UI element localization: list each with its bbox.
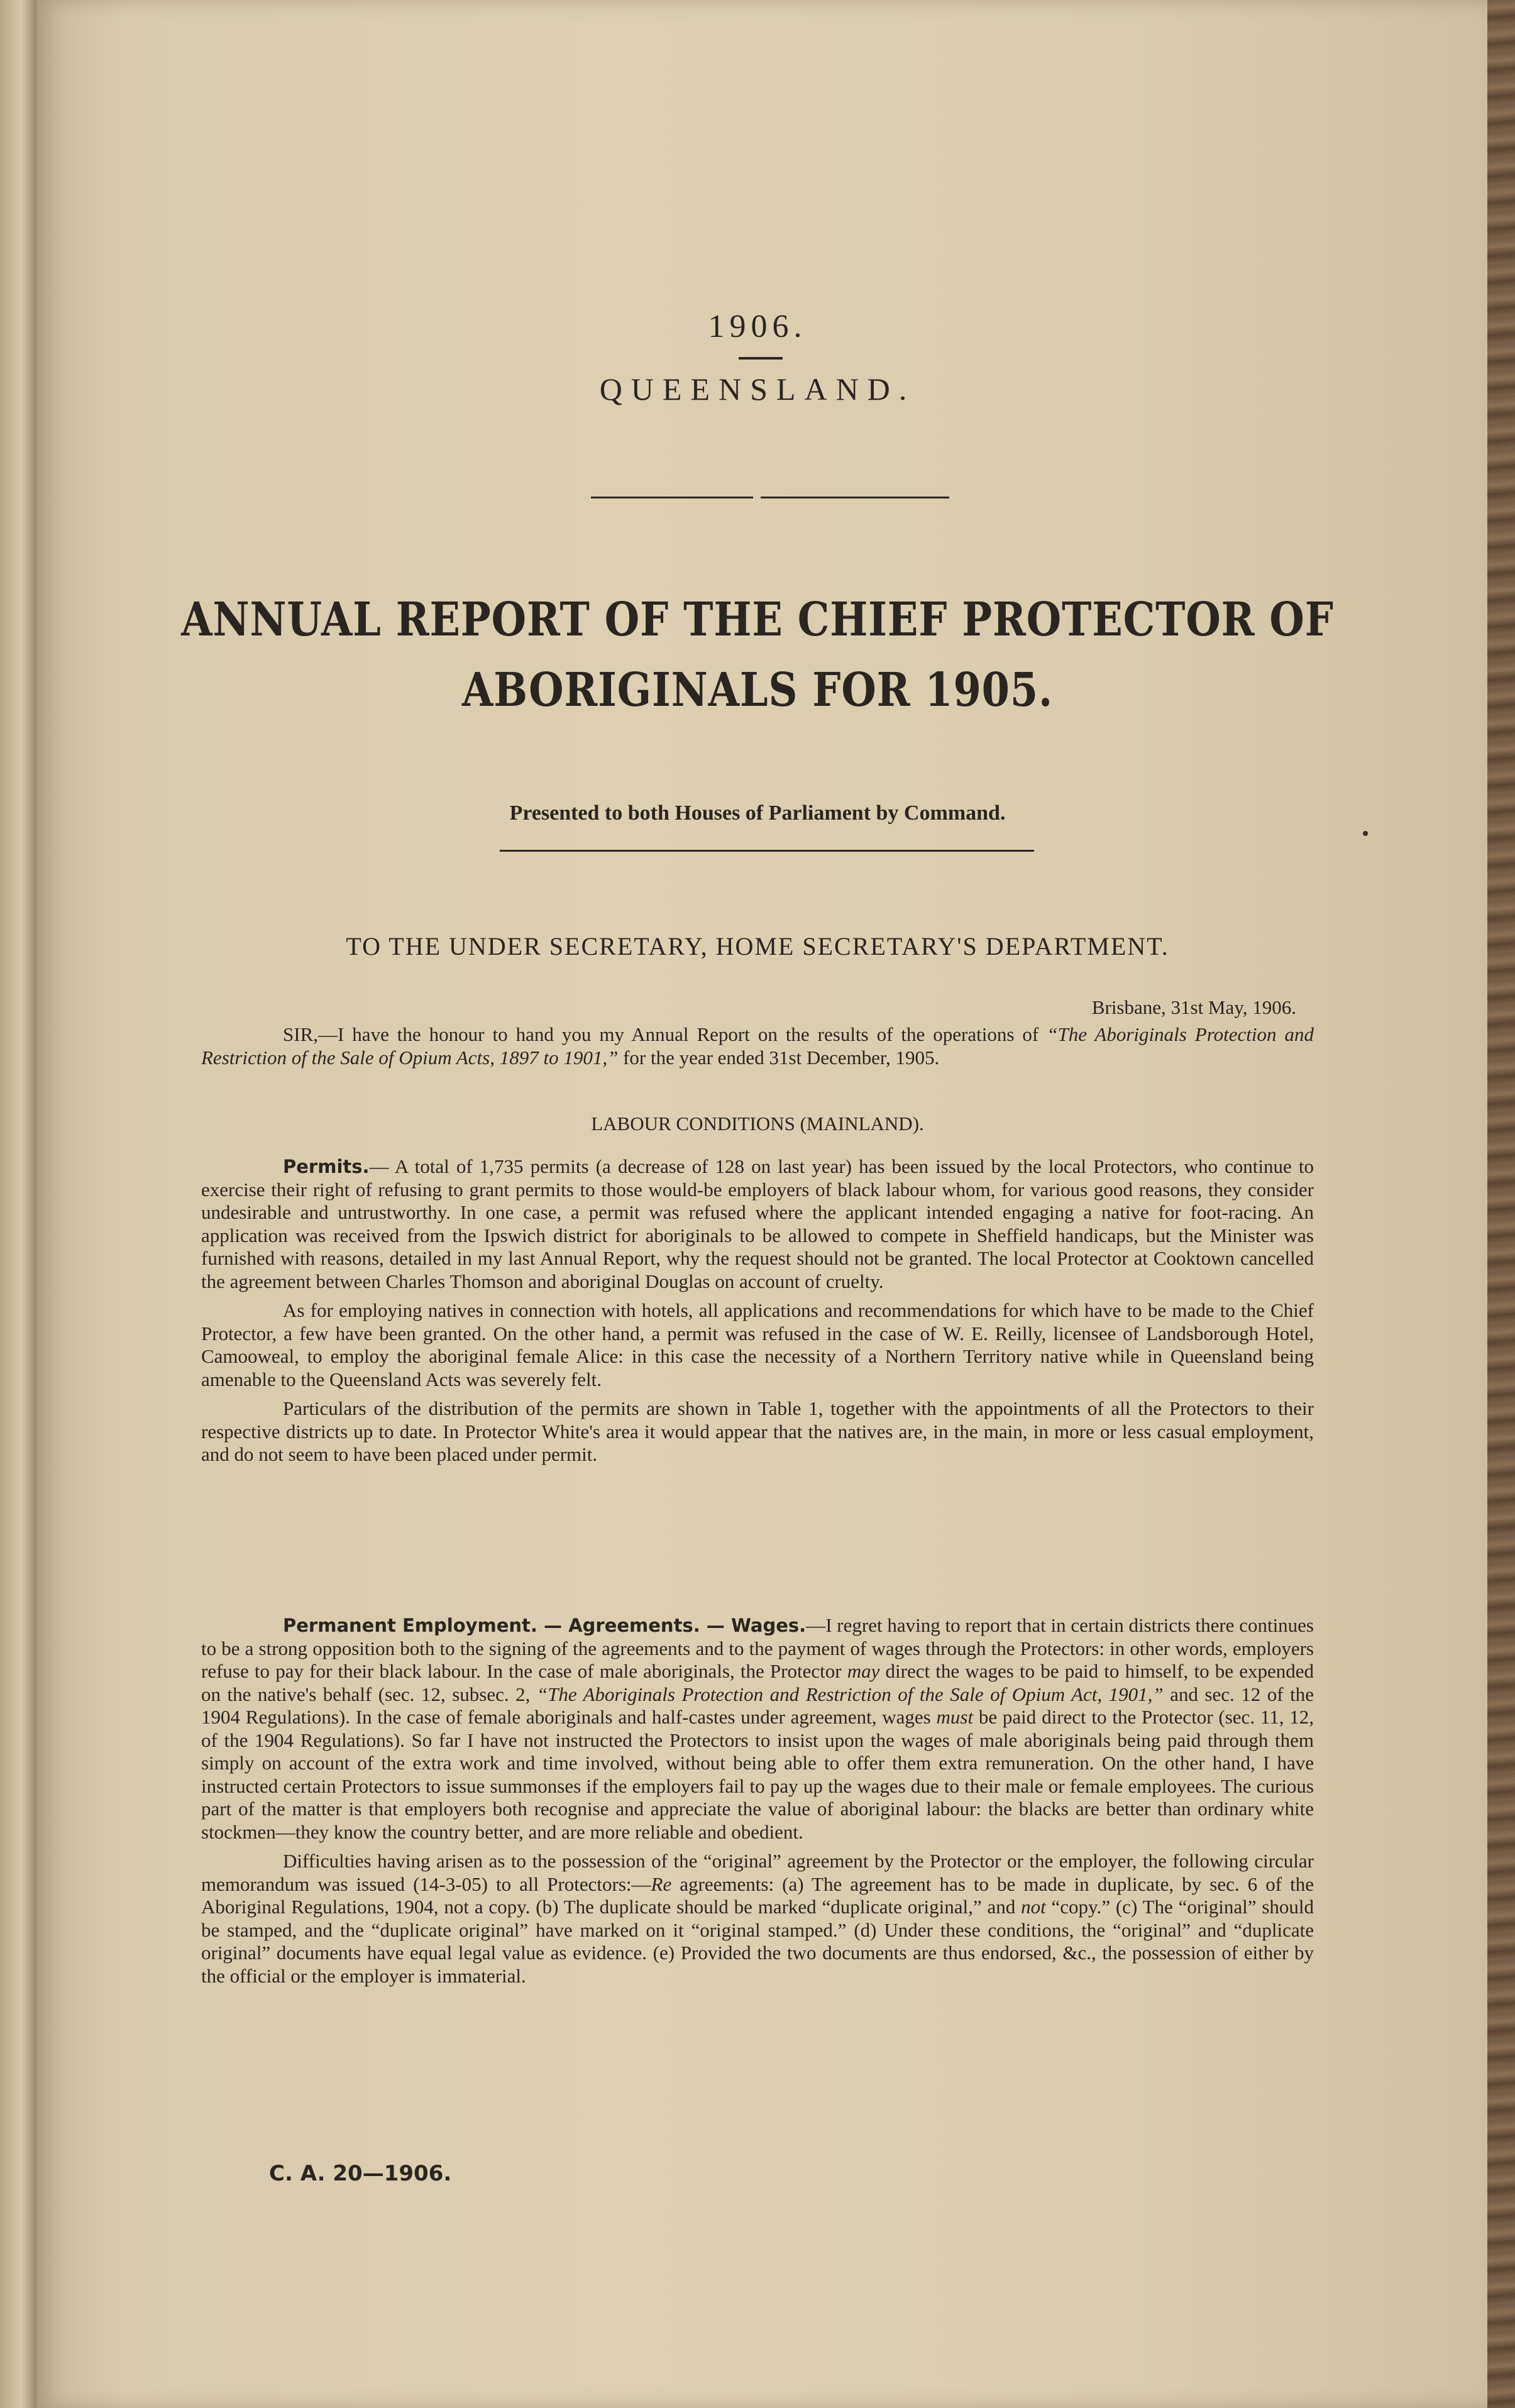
rule-right bbox=[761, 497, 949, 501]
permits-paragraph-3: Particulars of the distribution of the permits are shown in Table 1, together with the appointments of all the Protectors to their respective districts up to date. In Protector White's area it would appear that the natives are, in the main, in more or less casual employment, and do not seem to have been placed under permit. bbox=[201, 1397, 1314, 1465]
address-heading: TO THE UNDER SECRETARY, HOME SECRETARY'S DEPARTMENT. bbox=[346, 932, 1169, 960]
employment-heading: Permanent Employment. — Agreements. — Wages. bbox=[283, 1615, 807, 1636]
presented-underline bbox=[500, 850, 1034, 852]
permits-heading: Permits. bbox=[283, 1156, 370, 1177]
employment-paragraph-2: Difficulties having arisen as to the possession of the “original” agreement by the Protector or the employer, the following circular memorandum was issued (14-3-05) to all Protectors:—Re agreements: (a) The agreement has to be made in duplicate, by sec. 6 of the Aboriginal Regulations, 1904, not a copy. (b) The duplicate should be marked “duplicate original,” and not “copy.” (c) The “original” should be stamped, and the “duplicate original” have marked on it “original stamped.” (d) Under these conditions, the “original” and “duplicate original” documents have equal legal value as evidence. (e) Provided the two documents are thus endorsed, &c., the possession of either by the official or the employer is immaterial. bbox=[201, 1850, 1314, 1987]
permits-paragraph-1: Permits.— A total of 1,735 permits (a decrease of 128 on last year) has been issued by the local Protectors, who continue to exercise their right of refusing to grant permits to those would-be employers of black labour whom, for various good reasons, they consider undesirable and untrustworthy. In one case, a permit was refused where the applicant intended engaging a native for foot-racing. An application was received from the Ipswich district for aboriginals to be allowed to compete in Sheffield handicaps, but the Minister was furnished with reasons, detailed in my last Annual Report, why the request should not be granted. The local Protector at Cooktown cancelled the agreement between Charles Thomson and aboriginal Douglas on account of cruelty. bbox=[201, 1155, 1314, 1292]
salutation-rest: for the year ended 31st December, 1905. bbox=[618, 1046, 940, 1069]
document-state: QUEENSLAND. bbox=[599, 371, 916, 407]
salutation-text: SIR,—I have the honour to hand you my Annual Report on the results of the operations of bbox=[283, 1023, 1047, 1045]
employment-paragraph-1: Permanent Employment. — Agreements. — Wages.—I regret having to report that in certain districts there continues to be a strong opposition both to the signing of the agreements and to the payment of wages through the Protectors: in other words, employers refuse to pay for their black labour. In the case of male aboriginals, the Protector may direct the wages to be paid to himself, to be expended on the native's behalf (sec. 12, subsec. 2, “The Aboriginals Protection and Restriction of the Sale of Opium Act, 1901,” and sec. 12 of the 1904 Regulations). In the case of female aboriginals and half-castes under agreement, wages must be paid direct to the Protector (sec. 11, 12, of the 1904 Regulations). So far I have not instructed the Protectors to insist upon the wages of male aboriginals being paid through them simply on account of the extra work and time involved, without being able to offer them extra remuneration. On the other hand, I have instructed certain Protectors to issue summonses if the employers fail to pay up the wages due to their male or female employees. The curious part of the matter is that employers both recognise and appreciate the value of aboriginal labour: the blacks are better than ordinary white stockmen—they know the country better, and are more reliable and obedient. bbox=[201, 1614, 1314, 1843]
report-title bbox=[106, 585, 1409, 725]
rule-left bbox=[591, 497, 753, 501]
paper-speck bbox=[1363, 831, 1368, 836]
dateline: Brisbane, 31st May, 1906. bbox=[1091, 996, 1296, 1018]
salutation-paragraph bbox=[201, 1023, 1314, 1069]
document-code: C. A. 20—1906. bbox=[269, 2161, 452, 2186]
book-cover-edge bbox=[1487, 0, 1515, 2408]
permits-section bbox=[201, 1155, 1314, 1466]
report-title-line-2: ABORIGINALS FOR 1905. bbox=[462, 663, 1053, 717]
report-title-line-1: ANNUAL REPORT OF THE CHIEF PROTECTOR OF bbox=[181, 593, 1334, 647]
adjacent-page-edge bbox=[0, 0, 39, 2408]
employment-section bbox=[201, 1614, 1314, 1987]
document-year: 1906. bbox=[708, 309, 807, 344]
year-underline bbox=[739, 357, 783, 360]
permits-paragraph-2: As for employing natives in connection with hotels, all applications and recommendations for which have to be made to the Chief Protector, a few have been granted. On the other hand, a permit was refused in the case of W. E. Reilly, licensee of Landsborough Hotel, Camooweal, to employ the aboriginal female Alice: in this case the necessity of a Northern Territory native while in Queensland being amenable to the Queensland Acts was severely felt. bbox=[201, 1299, 1314, 1390]
acts-citation: “The Aboriginals Protection and Restriction of the Sale of Opium Acts, 1897 to 1901,” bbox=[201, 1023, 1314, 1069]
section-heading: LABOUR CONDITIONS (MAINLAND). bbox=[591, 1113, 924, 1135]
presented-note: Presented to both Houses of Parliament by Command. bbox=[509, 801, 1006, 825]
